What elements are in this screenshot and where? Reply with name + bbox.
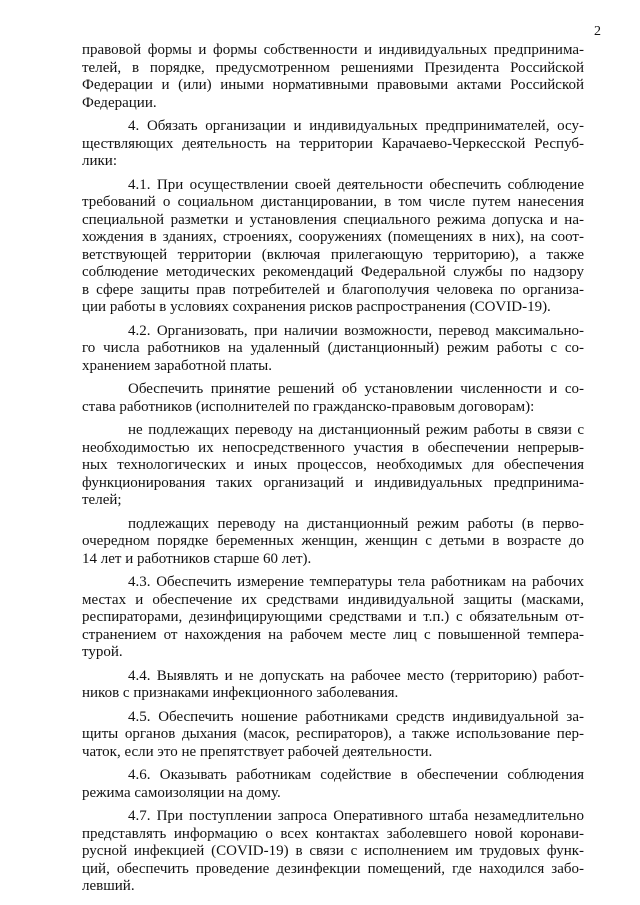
text-line: 4.1. При осуществлении своей деятельности обеспечить соблюдение <box>128 176 584 193</box>
text-line: ции работы в условиях сохранения рисков распространения (COVID-19). <box>82 299 551 315</box>
paragraph-item-4-3 <box>82 574 584 662</box>
text-line: представлять информацию о всех контактах заболевшего новой коронави- <box>82 825 584 842</box>
text-line: специальной разметки и установления специального режима допуска и на- <box>82 211 584 228</box>
text-line: функционирования таких организаций и индивидуальных предпринима- <box>82 474 584 491</box>
text-line: необходимостью их непосредственного участия в обеспечении непрерыв- <box>82 439 584 456</box>
text-line: 4.4. Выявлять и не допускать на рабочее место (территорию) работ- <box>128 667 584 684</box>
text-line: 14 лет и работников старше 60 лет). <box>82 550 312 567</box>
text-line: правовой формы и формы собственности и индивидуальных предпринима- <box>82 42 584 58</box>
text-line: лики: <box>82 153 117 169</box>
text-line: в сфере защиты прав потребителей и благополучия человека по организа- <box>82 281 584 298</box>
text-line: 4. Обязать организации и индивидуальных предпринимателей, осу- <box>128 118 584 134</box>
text-line: телей; <box>82 492 122 508</box>
text-line: става работников (исполнителей по гражданско-правовым договорам): <box>82 398 535 415</box>
text-line: ников с признаками инфекционного заболевания. <box>82 685 399 701</box>
text-line: Федерации и (или) иными нормативными правовыми актами Российской <box>82 77 584 93</box>
text-line: хождения в зданиях, строениях, сооружениях (помещениях в них), на соот- <box>82 229 584 245</box>
text-line: режима самоизоляции на дому. <box>82 784 281 801</box>
text-line: русной инфекцией (COVID-19) в связи с исполнением им трудовых функ- <box>82 843 584 859</box>
text-line: не подлежащих переводу на дистанционный режим работы в связи с <box>128 422 584 438</box>
text-line: ществляющих деятельность на территории Карачаево-Черкесской Респуб- <box>82 135 584 152</box>
text-line: соблюдение методических рекомендаций Федеральной службы по надзору <box>82 264 584 280</box>
text-line: очередном порядке беременных женщин, женщин с детьми в возрасте до <box>82 533 584 549</box>
text-line: странением от нахождения на рабочем месте лиц с повышенной темпера- <box>82 626 584 643</box>
paragraph-item-4-2 <box>82 323 584 376</box>
paragraph-item-4-5 <box>82 709 584 762</box>
text-line: телей, в порядке, предусмотренном решениями Президента Российской <box>82 59 584 76</box>
paragraph-item-4-1 <box>82 177 584 317</box>
paragraph-not-remote <box>82 422 584 510</box>
paragraph-item-4-4 <box>82 668 584 703</box>
text-line: местах и обеспечение их средствами индивидуальной защиты (масками, <box>82 591 584 608</box>
paragraph-staff-decisions <box>82 381 584 416</box>
paragraph-continuation <box>82 42 584 112</box>
paragraph-item-4 <box>82 118 584 171</box>
text-line: 4.5. Обеспечить ношение работниками средств индивидуальной за- <box>128 708 584 725</box>
paragraph-remote <box>82 516 584 569</box>
paragraph-item-4-7 <box>82 808 584 896</box>
text-line: ветствующей территории (включая прилегающую территорию), а также <box>82 246 584 263</box>
text-line: респираторами, дезинфицирующими средствами и т.п.) с обязательным от- <box>82 609 584 625</box>
text-line: го числа работников на удаленный (дистанционный) режим работы с со- <box>82 340 584 356</box>
text-line: хранением заработной платы. <box>82 357 272 374</box>
text-line: подлежащих переводу на дистанционный режим работы (в перво- <box>128 515 584 532</box>
text-line: 4.2. Организовать, при наличии возможности, перевод максимально- <box>128 322 584 339</box>
text-line: 4.3. Обеспечить измерение температуры тела работникам на рабочих <box>128 574 584 590</box>
page-number: 2 <box>594 24 601 39</box>
text-line: чаток, если это не препятствует рабочей деятельности. <box>82 743 433 760</box>
text-line: левший. <box>82 878 135 894</box>
document-body <box>82 42 584 896</box>
text-line: 4.7. При поступлении запроса Оперативного штаба незамедлительно <box>128 808 584 824</box>
text-line: Обеспечить принятие решений об установлении численности и со- <box>128 381 584 397</box>
text-line: ных технологических и иных процессов, необходимых для обеспечения <box>82 457 584 473</box>
text-line: 4.6. Оказывать работникам содействие в обеспечении соблюдения <box>128 767 584 783</box>
paragraph-item-4-6 <box>82 767 584 802</box>
text-line: щиты органов дыхания (масок, респираторов), а также использование пер- <box>82 726 584 742</box>
text-line: Федерации. <box>82 94 157 111</box>
text-line: турой. <box>82 644 123 660</box>
text-line: ций, обеспечить проведение дезинфекции помещений, где находился забо- <box>82 860 584 877</box>
text-line: требований о социальном дистанцировании, в том числе путем нанесения <box>82 194 584 210</box>
